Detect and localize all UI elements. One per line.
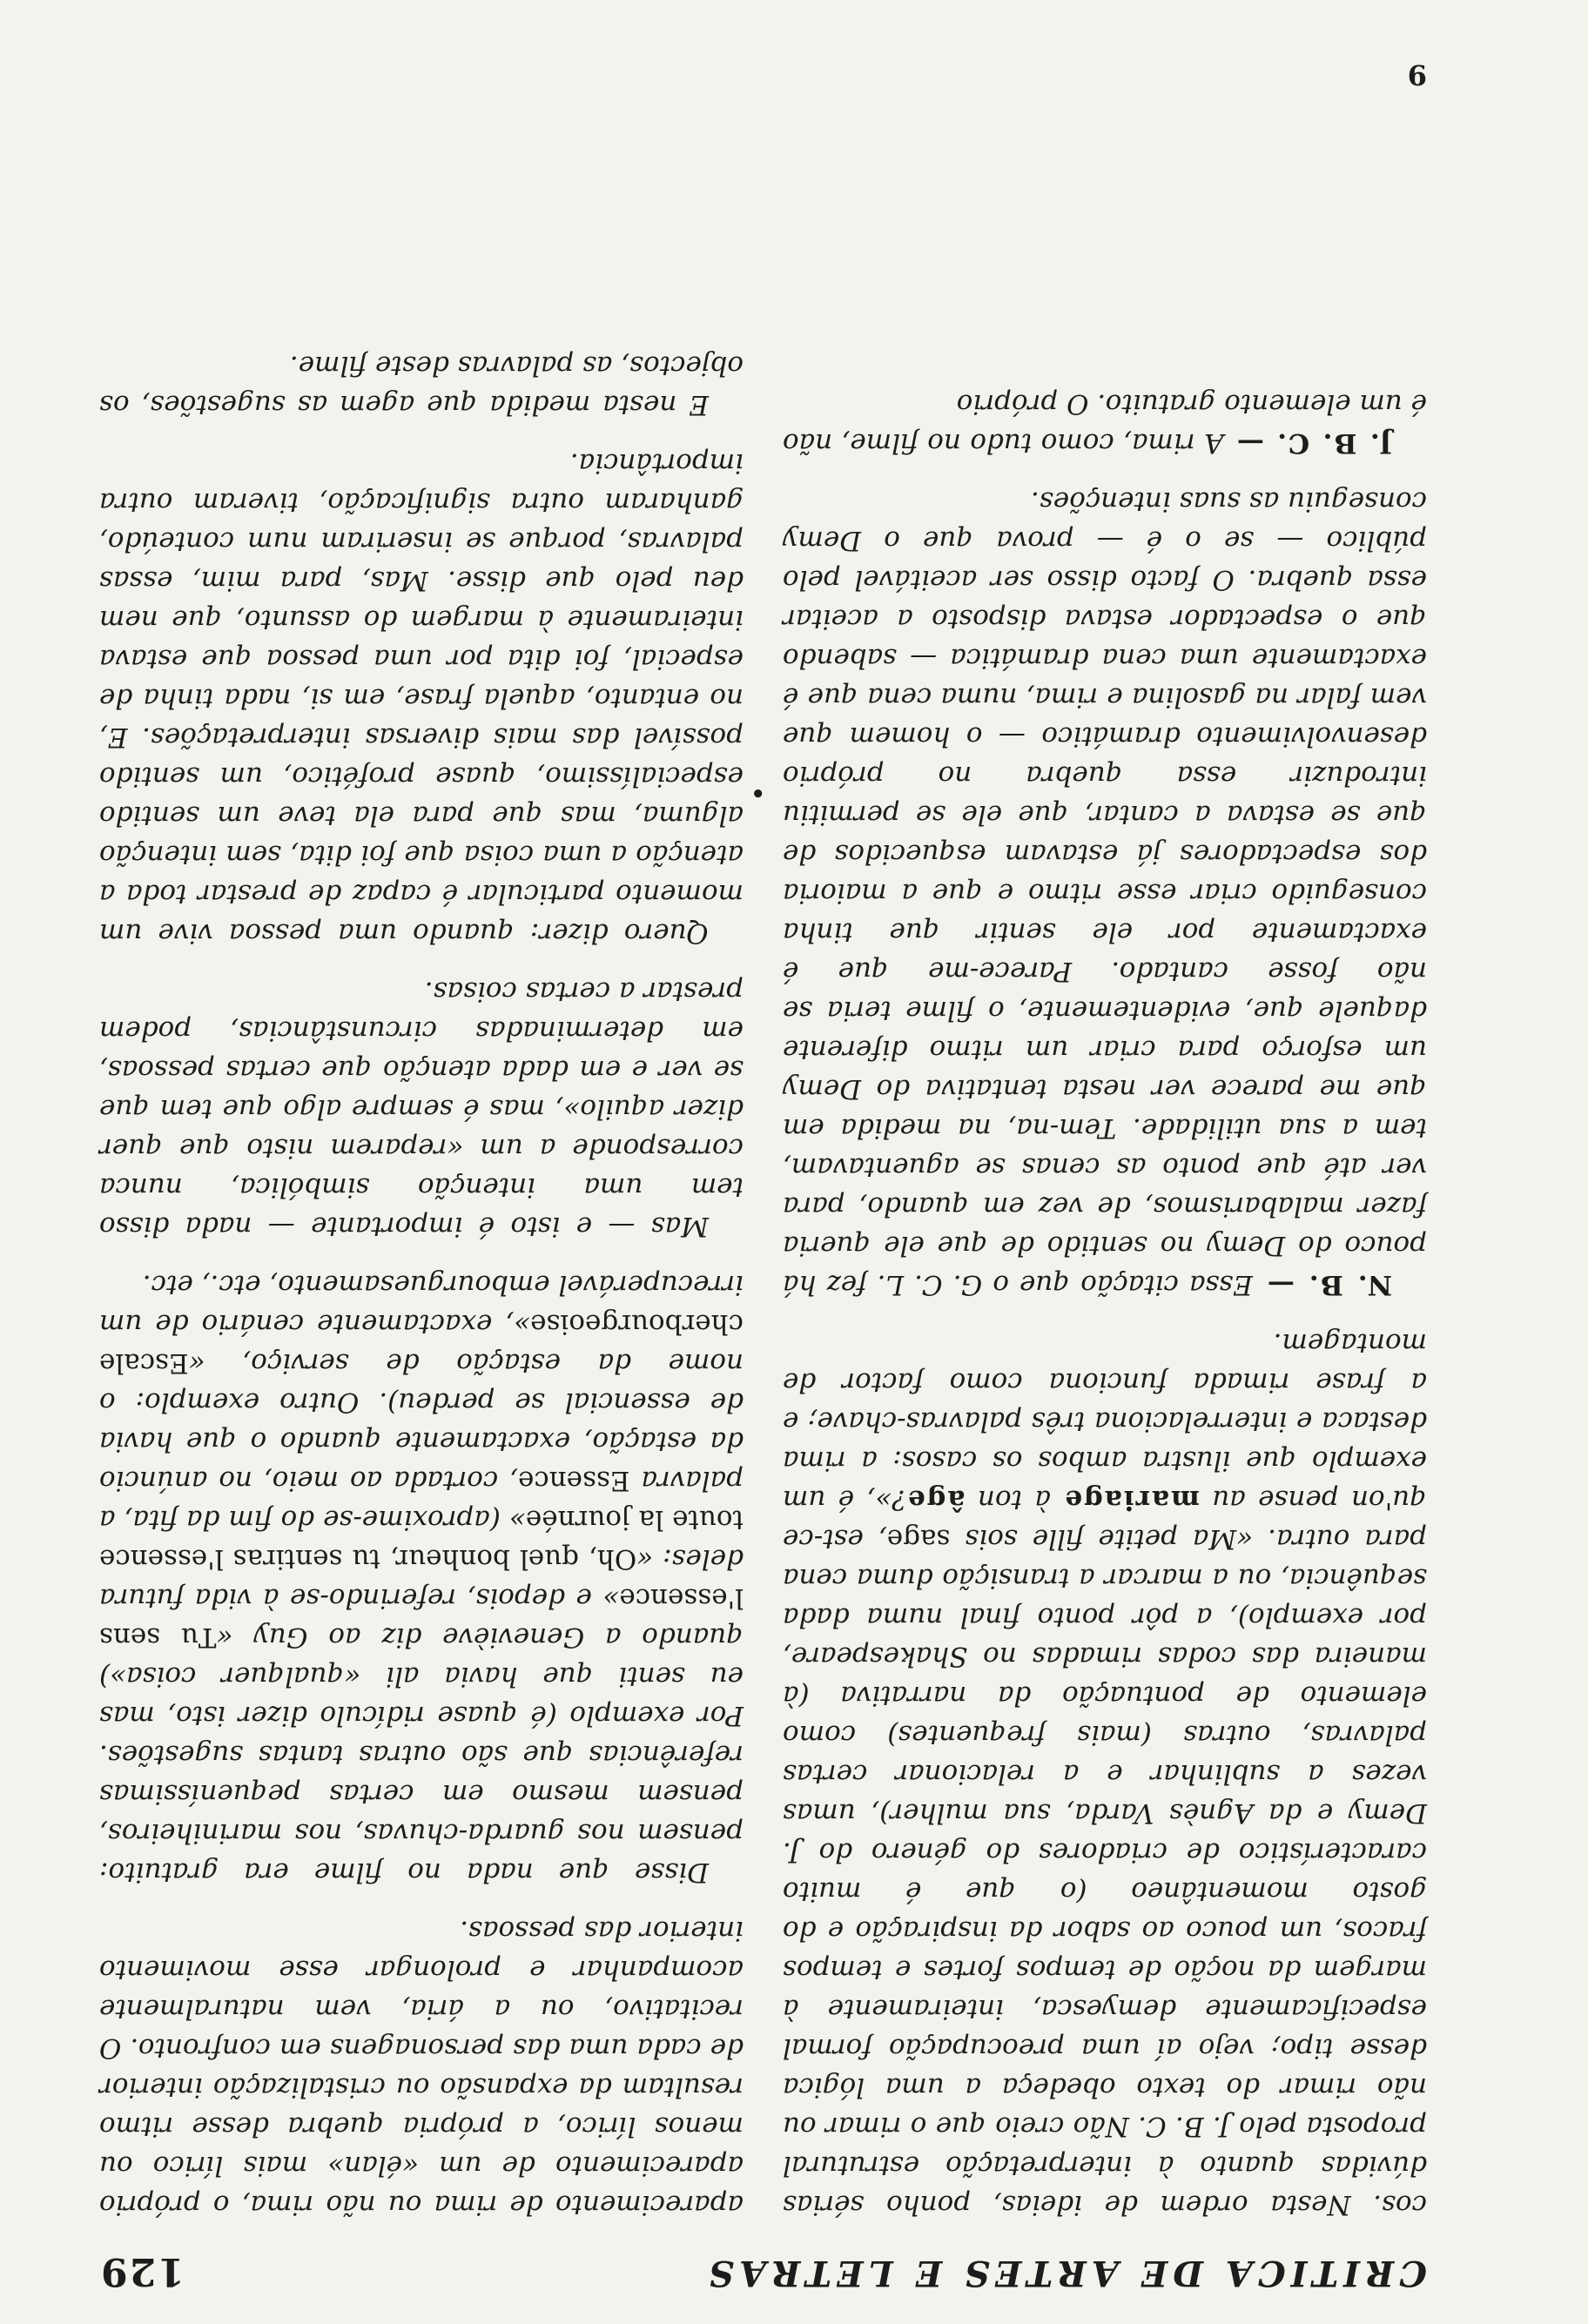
right-column	[99, 346, 744, 2224]
paragraph: Mas — e isto é importante — nada disso tem uma intenção simbólica, nunca corresponde a um «reparem nisto que quer dizer aquilo», mas é sempre algo que tem que se ver e em dada atenção que certas pessoas, em determinadas circunstâncias, podem prestar a certas coisas.	[99, 976, 744, 1242]
page-header	[99, 2241, 1427, 2294]
speaker-label: J. B. C. —	[1223, 427, 1392, 459]
paragraph: aparecimento de rima ou não rima, o próprio aparecimento de um «élan» mais lírico ou menos lírico, a própria quebra desse ritmo resultam da expansão ou cristalização interior de cada uma das personagens em confronto. O recitativo, ou a ária, vem naturalmente acompanhar e prolongar esse movimento interior das pessoas.	[99, 1915, 744, 2220]
paragraph: E nesta medida que agem as sugestões, os objectos, as palavras deste filme.	[99, 350, 744, 420]
margin-mark: •	[750, 779, 765, 805]
speaker-paragraph: N. B. — Essa citação que o G. C. L. fez há pouco do Demy no sentido de que ele queria fazer malabarismos, de vez em quando, para ver até que ponto as cenas se aguentavam, tem a sua utilidade. Tem-na, na medida em que me parece ver nesta tentativa do Demy um esforço para criar um ritmo diferente daquele que, evidentemente, o filme teria se não fosse cantado. Parece-me que é exactamente por ele sentir que tinha conseguido criar esse ritmo e que a maioria dos espectadores já estavam esquecidos de que se estava a cantar, que ele se permitiu introduzir essa quebra no próprio desenvolvimento dramático — o homem que vem falar na gasolina e rima, numa cena que é exactamente uma cena dramática — sabendo que o espectador estava disposto a aceitar essa quebra. O facto disso ser aceitável pelo público — se o é — prova que o Demy conseguiu as suas intenções.	[783, 486, 1427, 1300]
paragraph: Quero dizer: quando uma pessoa vive um momento particular é capaz de prestar toda a atenção a uma coisa que foi dita, sem intenção alguma, mas que para ela teve um sentido especialíssimo, quase profético, um sentido possível das mais diversas interpretações. E, no entanto, aquela frase, em si, nada tinha de especial, foi dita por uma pessoa que estava inteiramente à margem do assunto, que nem deu pelo que disse. Mas, para mim, essas palavras, porque se inseriram num conteúdo, ganharam outra significação, tiveram outra importância.	[99, 447, 744, 949]
signature-number: 9	[1407, 58, 1427, 91]
paragraph: cos. Nesta ordem de ideias, ponho sérias dúvidas quanto à interpretação estrutural proposta pelo J. B. C. Não creio que o rimar ou não rimar do texto obedeça a uma lógica desse tipo; vejo aí uma preocupação formal especificamente demyesca, inteiramente à margem da noção de tempos fortes e tempos fracos, um pouco ao sabor da inspiração e do gosto momentâneo (o que é muito característico de criadores do género do J. Demy e da Agnès Varda, sua mulher), umas vezes a sublinhar e a relacionar certas palavras, outras (mais frequentes) como elemento de pontuação da narrativa (à maneira das codas rimadas no Shakespeare, por exemplo), a pôr ponto final numa dada sequência, ou a marcar a transição duma cena para outra. «Ma petite fille sois sage, est-ce qu'on pense au mariage à ton âge?», é um exemplo que ilustra ambos os casos: a rima destaca e interrelaciona três palavras-chave; e a frase rimada funciona como factor de montagem.	[783, 1327, 1427, 2220]
speaker-label: N. B. —	[1252, 1269, 1392, 1300]
page-number: 129	[99, 2249, 185, 2294]
left-column	[783, 384, 1427, 2224]
running-title: CRITICA DE ARTES E LETRAS	[703, 2253, 1427, 2294]
paragraph: Disse que nada no filme era gratuito: pensem nos guarda-chuvas, nos mariniheiros, pensem mesmo em certas pequeníssimas referências que são outras tantas sugestões. Por exemplo (é quase ridículo dizer isto, mas eu senti que havia ali «qualquer coisa») quando a Geneviève diz ao Guy «Tu sens l'essence» e depois, referindo-se à vida futura deles: «Oh, quel bonheur, tu sentiras l'essence toute la journée» (aproxime-se do fim da fita, a palavra Essence, cortada ao meio, no anúncio da estação, exactamente quando o que havia de essencial se perdeu). Outro exemplo: o nome da estação de serviço, «Escale cherbourgeoise», exactamente cenário de um irrecuperável embourguesamento, etc., etc.	[98, 1269, 744, 1888]
speaker-paragraph: J. B. C. — A rima, como tudo no filme, não é um elemento gratuito. O próprio	[783, 388, 1427, 459]
